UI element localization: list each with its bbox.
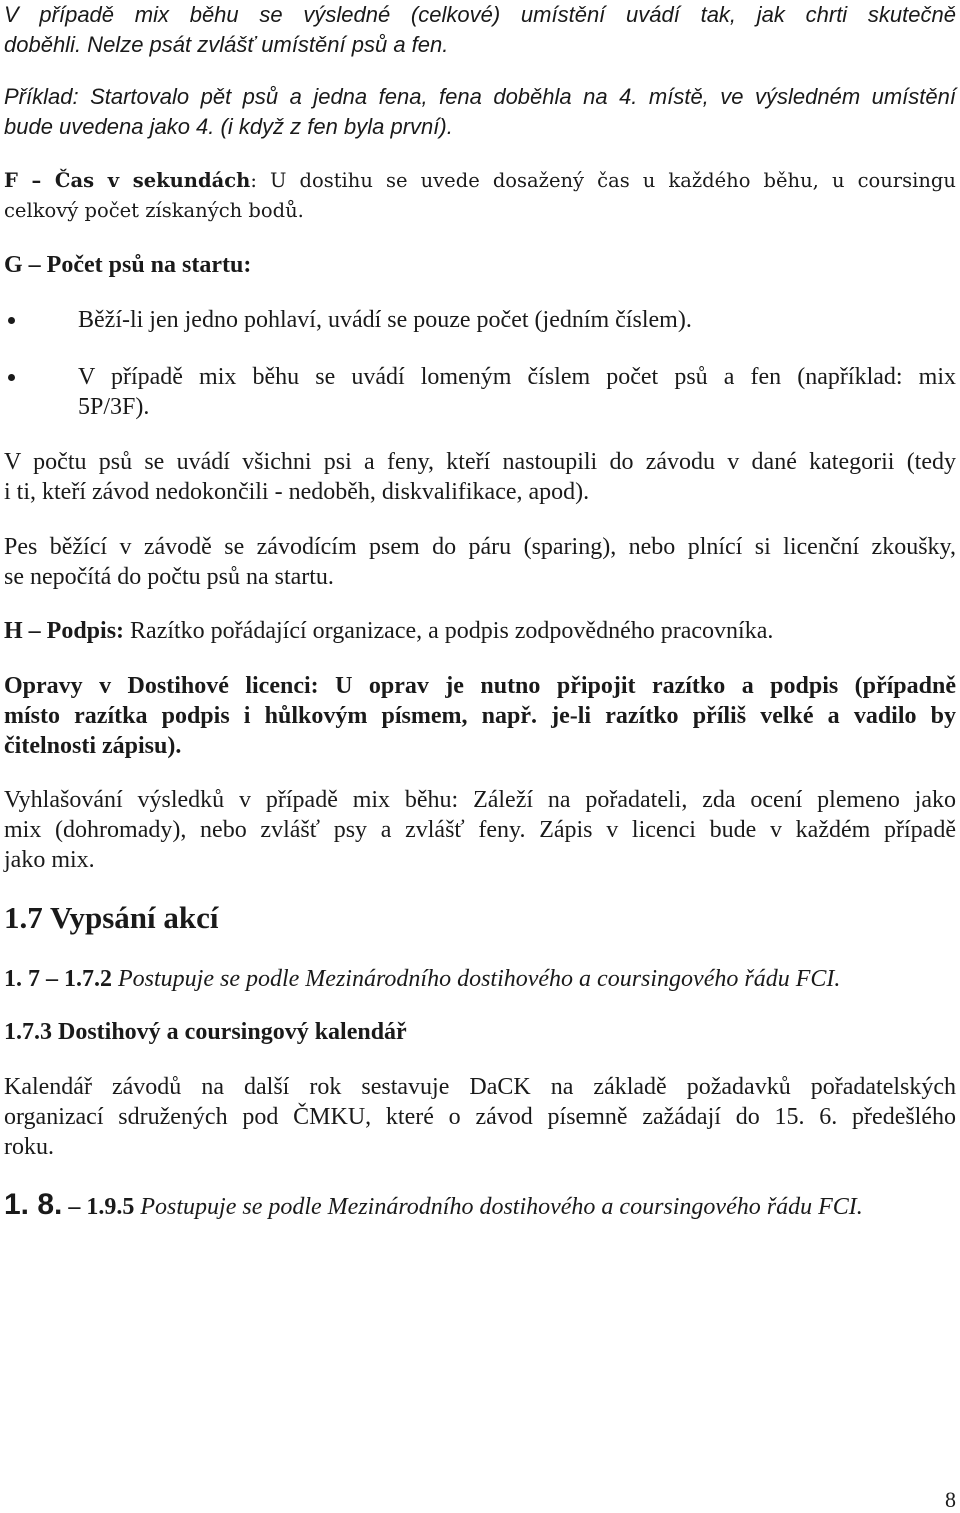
sparing-paragraph-line-2: se nepočítá do počtu psů na startu. (4, 564, 334, 590)
signature-paragraph (4, 616, 956, 646)
bullet-text: Běží-li jen jedno pohlaví, uvádí se pouze počet (jedním číslem). (78, 307, 692, 333)
calendar-heading: 1.7.3 Dostihový a coursingový kalendář (4, 1019, 407, 1045)
section-1-8-line (4, 1190, 956, 1222)
calendar-paragraph-line-3: roku. (4, 1134, 54, 1160)
bullet-text: V případě mix běhu se uvádí lomeným číslem počet psů a fen (například: mix (78, 364, 956, 390)
time-label: F – Čas v sekundách (4, 169, 251, 192)
signature-text: Razítko pořádající organizace, a podpis zodpovědného pracovníka. (124, 618, 774, 644)
bullet-dot-icon (8, 317, 15, 324)
announcement-line-2: mix (dohromady), nebo zvlášť psy a zvlášť feny. Zápis v licenci bude v každém případě (4, 817, 956, 843)
mix-placement-line-2: doběhli. Nelze psát zvlášť umístění psů a fen. (4, 32, 449, 57)
section-number-range: – 1.9.5 (62, 1194, 135, 1220)
bullet-dot-icon (8, 374, 15, 381)
calendar-paragraph-line-1: Kalendář závodů na další rok sestavuje DaCK na základě požadavků pořadatelských (4, 1074, 956, 1100)
count-paragraph-line-2: i ti, kteří závod nedokončili - nedoběh, diskvalifikace, apod). (4, 479, 590, 505)
mix-placement-line-1: V případě mix běhu se výsledné (celkové) umístění uvádí tak, jak chrti skutečně (4, 2, 956, 27)
time-text: : U dostihu se uvede dosažený čas u každého běhu, u coursingu (250, 169, 956, 192)
section-text: Postupuje se podle Mezinárodního dostihového a coursingového řádu FCI. (112, 966, 841, 992)
section-text: Postupuje se podle Mezinárodního dostihového a coursingového řádu FCI. (134, 1194, 863, 1220)
section-number-large: 1. 8. (4, 1188, 63, 1221)
section-heading: 1.7 Vypsání akcí (4, 900, 219, 935)
signature-label: H – Podpis: (4, 618, 125, 644)
calendar-paragraph-line-2: organizací sdružených pod ČMKU, které o závod písemně zažádají do 15. 6. předešlého (4, 1104, 956, 1130)
corrections-line-2: místo razítka podpis i hůlkovým písmem, např. je-li razítko příliš velké a vadilo by (4, 703, 956, 729)
example-line-1: Příklad: Startovalo pět psů a jedna fena, fena doběhla na 4. místě, ve výsledném umístění (4, 84, 956, 109)
time-paragraph-line-2: celkový počet získaných bodů. (4, 199, 304, 222)
example-line-2: bude uvedena jako 4. (i když z fen byla první). (4, 114, 453, 139)
corrections-line-3: čitelnosti zápisu). (4, 733, 182, 759)
count-paragraph-line-1: V počtu psů se uvádí všichni psi a feny, kteří nastoupili do závodu v dané kategorii (tedy (4, 449, 956, 475)
time-paragraph-line-1 (4, 166, 956, 196)
page-number: 8 (945, 1487, 956, 1512)
sparing-paragraph-line-1: Pes běžící v závodě se závodícím psem do páru (sparing), nebo plnící si licenční zkoušky, (4, 534, 956, 560)
section-1-7-1-line (4, 964, 956, 994)
announcement-line-1: Vyhlašování výsledků v případě mix běhu: Záleží na pořadateli, zda ocení plemeno jako (4, 787, 956, 813)
corrections-line-1: Opravy v Dostihové licenci: U oprav je nutno připojit razítko a podpis (případně (4, 673, 956, 699)
section-number: 1. 7 – 1.7.2 (4, 966, 112, 992)
bullet-text-continued: 5P/3F). (78, 394, 150, 420)
start-count-heading: G – Počet psů na startu: (4, 252, 252, 278)
announcement-line-3: jako mix. (4, 847, 95, 873)
